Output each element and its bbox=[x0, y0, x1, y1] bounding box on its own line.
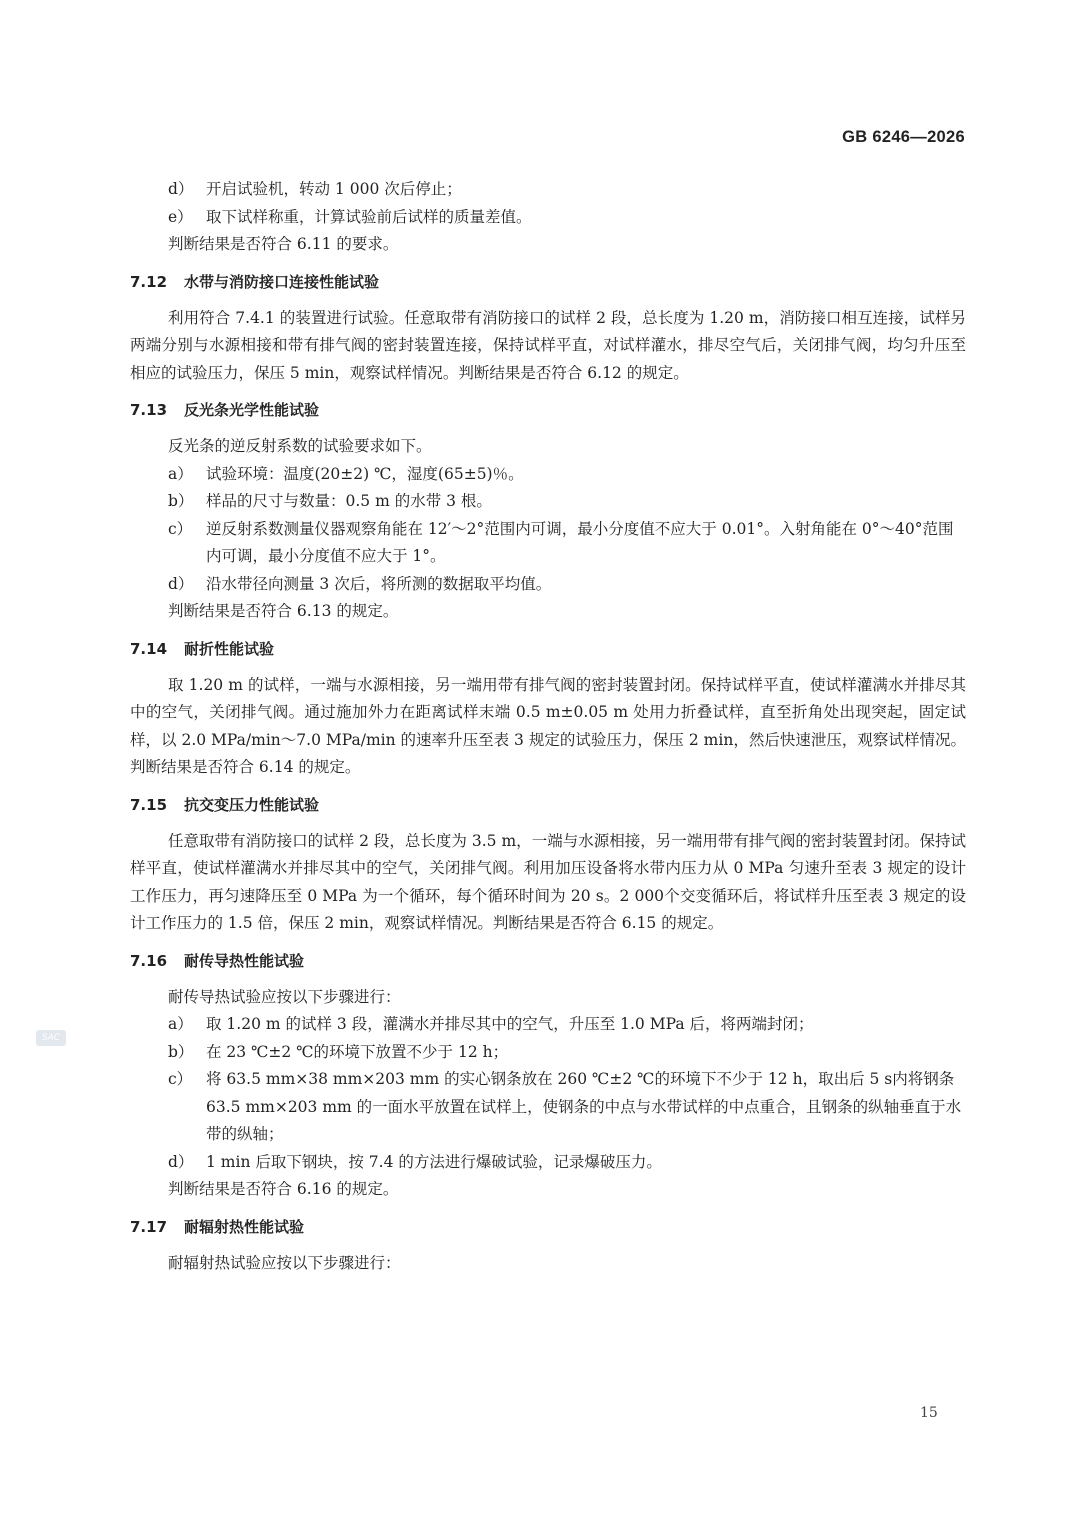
item-text: 沿水带径向测量 3 次后，将所测的数据取平均值。 bbox=[206, 574, 552, 593]
section-heading-7-15 bbox=[130, 792, 966, 819]
section-title: 耐传导热性能试验 bbox=[184, 951, 305, 970]
list-item bbox=[130, 204, 966, 232]
watermark-logo: SAC bbox=[36, 1030, 66, 1046]
item-text: 1 min 后取下钢块，按 7.4 的方法进行爆破试验，记录爆破压力。 bbox=[206, 1152, 662, 1171]
list-item bbox=[130, 488, 966, 516]
item-label: d） bbox=[168, 180, 194, 198]
list-item bbox=[130, 461, 966, 489]
item-text: 开启试验机，转动 1 000 次后停止； bbox=[206, 180, 462, 198]
section-title: 水带与消防接口连接性能试验 bbox=[184, 272, 380, 291]
section-body: 任意取带有消防接口的试样 2 段，总长度为 3.5 m，一端与水源相接，另一端用带有排气阀的密封装置封闭。保持试样平直，使试样灌满水并排尽其中的空气，关闭排气阀。利用加压设备将水带内压力从 0 MPa 匀速升至表 3 规定的设计工作压力，再匀速降压至 0 MPa 为一个循环，每个循环时间为 20 s。2 000个交变循环后，将试样升压至表 3 规定的设计工作压力的 1.5 倍，保压 2 min，观察试样情况。判断结果是否符合 6.15 的规定。 bbox=[130, 831, 966, 932]
section-heading-7-17 bbox=[130, 1214, 966, 1241]
item-text: 取下试样称重，计算试验前后试样的质量差值。 bbox=[206, 207, 532, 226]
item-label: d） bbox=[168, 1152, 194, 1171]
list-item bbox=[130, 1066, 966, 1149]
item-text: 样品的尺寸与数量：0.5 m 的水带 3 根。 bbox=[206, 492, 492, 510]
conclusion-text: 判断结果是否符合 6.16 的规定。 bbox=[168, 1180, 399, 1198]
section-intro: 耐传导热试验应按以下步骤进行： bbox=[168, 987, 401, 1006]
list-item bbox=[130, 1149, 966, 1177]
section-title: 耐辐射热性能试验 bbox=[184, 1217, 305, 1236]
item-label: c） bbox=[168, 519, 193, 538]
list-item bbox=[130, 516, 966, 571]
section-title: 抗交变压力性能试验 bbox=[184, 795, 320, 814]
standard-code: GB 6246—2026 bbox=[842, 128, 965, 146]
list-item bbox=[130, 1039, 966, 1067]
conclusion-text: 判断结果是否符合 6.11 的要求。 bbox=[168, 235, 399, 253]
section-number: 7.12 bbox=[130, 272, 168, 291]
section-intro: 耐辐射热试验应按以下步骤进行： bbox=[168, 1253, 401, 1272]
item-text: 将 63.5 mm×38 mm×203 mm 的实心钢条放在 260 ℃±2 ℃的环境下不少于 12 h，取出后 5 s内将钢条 63.5 mm×203 mm 的一面水平放置在试样上，使钢条的中点与水带试样的中点重合，且钢条的纵轴垂直于水带的纵轴； bbox=[206, 1070, 962, 1143]
section-heading-7-14 bbox=[130, 636, 966, 663]
section-number: 7.14 bbox=[130, 639, 168, 658]
section-heading-7-16 bbox=[130, 948, 966, 975]
item-label: b） bbox=[168, 1042, 194, 1061]
item-text: 在 23 ℃±2 ℃的环境下放置不少于 12 h； bbox=[206, 1042, 509, 1061]
page-content bbox=[130, 176, 966, 1277]
page-number: 15 bbox=[920, 1405, 938, 1421]
section-title: 耐折性能试验 bbox=[184, 639, 275, 658]
item-text: 逆反射系数测量仪器观察角能在 12′～2°范围内可调，最小分度值不应大于 0.01°。入射角能在 0°～40°范围内可调，最小分度值不应大于 1°。 bbox=[206, 519, 954, 565]
section-number: 7.15 bbox=[130, 795, 168, 814]
section-heading-7-12 bbox=[130, 269, 966, 296]
item-label: c） bbox=[168, 1070, 193, 1088]
conclusion-text: 判断结果是否符合 6.13 的规定。 bbox=[168, 602, 399, 620]
section-heading-7-13 bbox=[130, 397, 966, 424]
item-label: e） bbox=[168, 207, 193, 226]
section-number: 7.16 bbox=[130, 951, 168, 970]
section-body: 利用符合 7.4.1 的装置进行试验。任意取带有消防接口的试样 2 段，总长度为 1.20 m，消防接口相互连接，试样另两端分别与水源相接和带有排气阀的密封装置连接，保持试样平直，对试样灌水，排尽空气后，关闭排气阀，均匀升压至相应的试验压力，保压 5 min，观察试样情况。判断结果是否符合 6.12 的规定。 bbox=[130, 308, 966, 382]
item-text: 试验环境：温度(20±2) ℃，湿度(65±5)％。 bbox=[206, 464, 524, 483]
item-label: b） bbox=[168, 492, 194, 510]
item-text: 取 1.20 m 的试样 3 段，灌满水并排尽其中的空气，升压至 1.0 MPa 后，将两端封闭； bbox=[206, 1015, 814, 1033]
section-title: 反光条光学性能试验 bbox=[184, 401, 320, 419]
section-number: 7.13 bbox=[130, 401, 168, 419]
item-label: a） bbox=[168, 464, 193, 483]
list-item bbox=[130, 571, 966, 599]
section-number: 7.17 bbox=[130, 1217, 168, 1236]
item-label: d） bbox=[168, 574, 194, 593]
section-intro: 反光条的逆反射系数的试验要求如下。 bbox=[168, 437, 432, 455]
item-label: a） bbox=[168, 1015, 193, 1033]
list-item bbox=[130, 1011, 966, 1039]
list-item bbox=[130, 176, 966, 204]
section-body: 取 1.20 m 的试样，一端与水源相接，另一端用带有排气阀的密封装置封闭。保持试样平直，使试样灌满水并排尽其中的空气，关闭排气阀。通过施加外力在距离试样末端 0.5 m±0.05 m 处用力折叠试样，直至折角处出现突起，固定试样，以 2.0 MPa/min～7.0 MPa/min 的速率升压至表 3 规定的试验压力，保压 2 min，然后快速泄压，观察试样情况。判断结果是否符合 6.14 的规定。 bbox=[130, 675, 966, 776]
